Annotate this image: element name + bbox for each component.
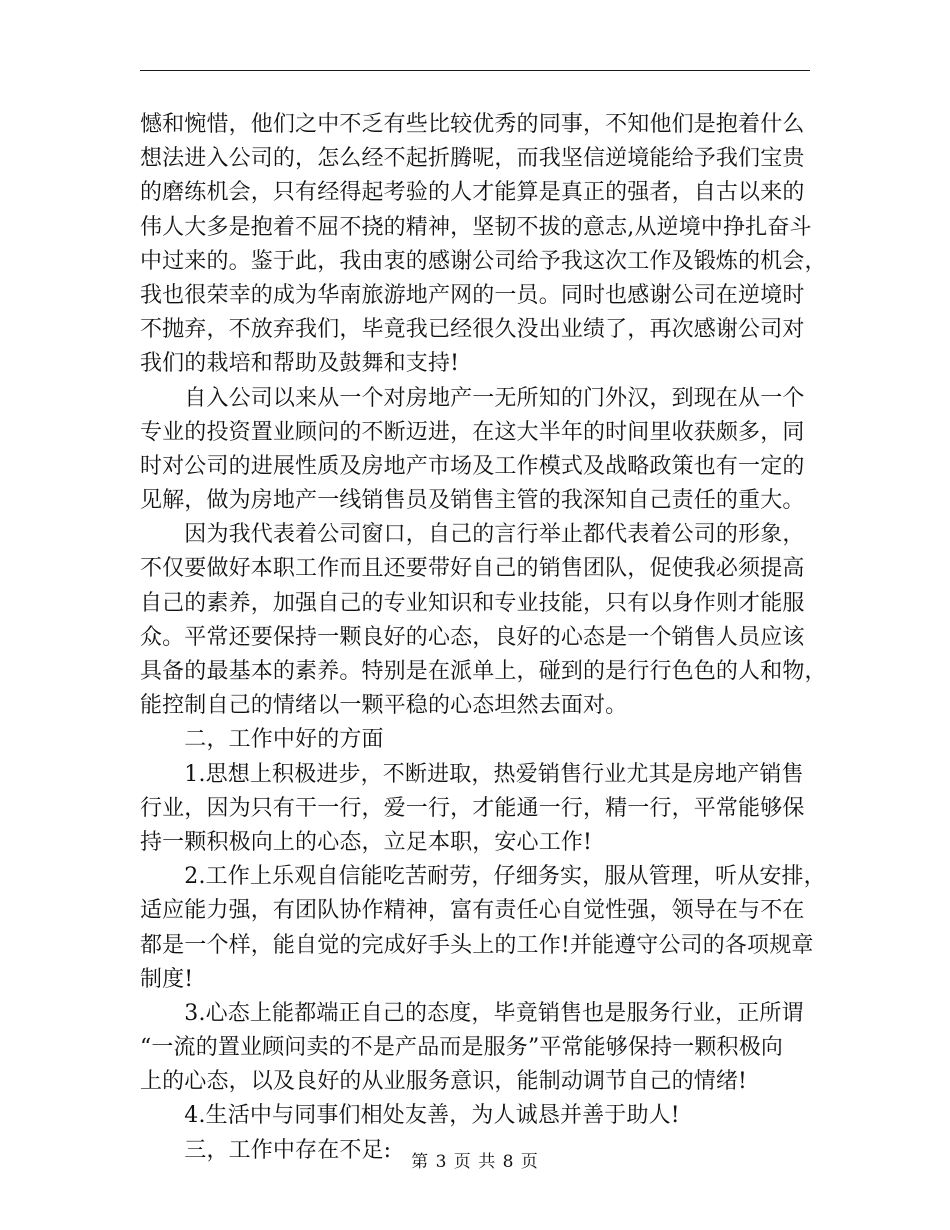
text-line: 三，工作中存在不足: bbox=[140, 1137, 392, 1163]
text-line: 都是一个样，能自觉的完成好手头上的工作!并能遵守公司的各项规章 bbox=[140, 932, 814, 958]
text-line: 上的心态，以及良好的从业服务意识，能制动调节自己的情绪! bbox=[140, 1069, 748, 1095]
text-line: 4.生活中与同事们相处友善，为人诚恳并善于助人! bbox=[140, 1103, 680, 1129]
text-line: 制度! bbox=[140, 966, 194, 992]
text-line: 我也很荣幸的成为华南旅游地产网的一员。同时也感谢公司在逆境时 bbox=[140, 282, 805, 308]
text-line: 能控制自己的情绪以一颗平稳的心态坦然去面对。 bbox=[140, 693, 628, 719]
text-line: 中过来的。鉴于此，我由衷的感谢公司给予我这次工作及锻炼的机会， bbox=[140, 248, 827, 274]
text-line: 憾和惋惜，他们之中不乏有些比较优秀的同事，不知他们是抱着什么 bbox=[140, 112, 805, 137]
text-line: 2.工作上乐观自信能吃苦耐劳，仔细务实，服从管理，听从安排， bbox=[140, 864, 826, 890]
text-line: 众。平常还要保持一颗良好的心态，良好的心态是一个销售人员应该 bbox=[140, 624, 805, 650]
text-line: 我们的栽培和帮助及鼓舞和支持! bbox=[140, 351, 460, 377]
text-line: 具备的最基本的素养。特别是在派单上，碰到的是行行色色的人和物， bbox=[140, 659, 827, 684]
text-line: 专业的投资置业顾问的不断迈进，在这大半年的时间里收获颇多，同 bbox=[140, 419, 805, 445]
page-number: 第 3 页 共 8 页 bbox=[411, 1152, 539, 1172]
text-line: 二，工作中好的方面 bbox=[140, 727, 384, 753]
body-text bbox=[140, 108, 827, 1168]
text-line: 不抛弃，不放弃我们，毕竟我已经很久没出业绩了，再次感谢公司对 bbox=[140, 317, 805, 343]
text-line: 时对公司的进展性质及房地产市场及工作模式及战略政策也有一定的 bbox=[140, 453, 805, 479]
text-line: 的磨练机会，只有经得起考验的人才能算是真正的强者，自古以来的 bbox=[140, 180, 805, 206]
text-line: 1.思想上积极进步，不断进取，热爱销售行业尤其是房地产销售 bbox=[140, 761, 804, 787]
text-line: “一流的置业顾问卖的不是产品而是服务”平常能够保持一颗积极向 bbox=[140, 1035, 783, 1061]
text-line: 持一颗积极向上的心态，立足本职，安心工作! bbox=[140, 829, 592, 855]
text-line: 自己的素养，加强自己的专业知识和专业技能，只有以身作则才能服 bbox=[140, 590, 805, 616]
text-line: 见解，做为房地产一线销售员及销售主管的我深知自己责任的重大。 bbox=[140, 488, 805, 514]
text-line: 想法进入公司的，怎么经不起折腾呢，而我坚信逆境能给予我们宝贵 bbox=[140, 146, 805, 172]
text-line: 因为我代表着公司窗口，自己的言行举止都代表着公司的形象， bbox=[140, 522, 805, 548]
text-line: 不仅要做好本职工作而且还要带好自己的销售团队，促使我必须提高 bbox=[140, 556, 805, 582]
header-rule bbox=[140, 70, 810, 71]
text-line: 自入公司以来从一个对房地产一无所知的门外汉，到现在从一个 bbox=[140, 385, 805, 411]
text-line: 行业，因为只有干一行，爱一行，才能通一行，精一行，平常能够保 bbox=[140, 795, 805, 821]
text-line: 3.心态上能都端正自己的态度，毕竟销售也是服务行业，正所谓 bbox=[140, 1000, 804, 1026]
text-line: 伟人大多是抱着不屈不挠的精神，坚韧不拔的意志,从逆境中挣扎奋斗 bbox=[140, 214, 812, 240]
text-line: 适应能力强，有团队协作精神，富有责任心自觉性强，领导在与不在 bbox=[140, 898, 805, 924]
